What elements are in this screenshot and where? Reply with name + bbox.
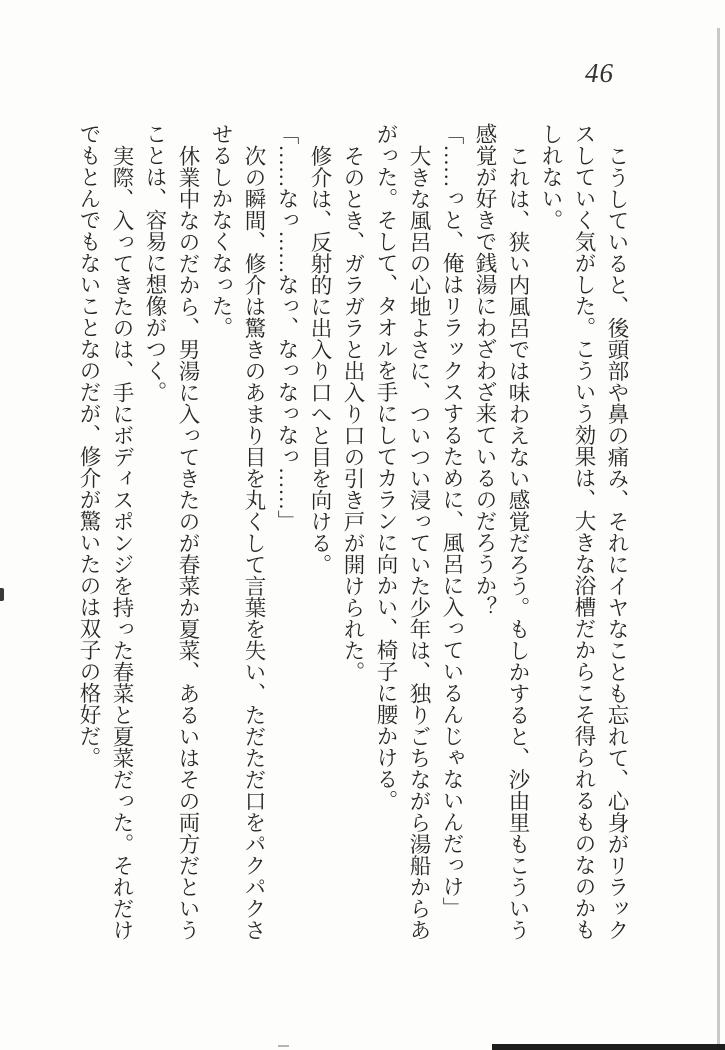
text-column: 「……なっ……なっ、なっなっなっ……」 (275, 123, 299, 532)
text-column: そのとき、ガラガラと出入り口の引き戸が開けられた。 (341, 144, 365, 682)
scan-artifact-smudge (278, 1045, 289, 1047)
text-column: 大きな風呂の心地よさに、ついつい浸っていた少年は、独りごちながら湯船からあ (407, 144, 431, 940)
text-column: ことは、容易に想像がつく。 (143, 123, 167, 403)
text-column: がった。そして、タオルを手にしてカランに向かい、椅子に腰かける。 (374, 123, 398, 811)
scan-edge-line (717, 28, 720, 1044)
text-column: せるしかなくなった。 (209, 123, 233, 338)
body-text (72, 123, 633, 949)
text-column: 修介は、反射的に出入り口へと目を向ける。 (308, 144, 332, 575)
scan-artifact-left-edge-mark (0, 588, 4, 601)
text-column: 次の瞬間、修介は驚きのあまり目を丸くして言葉を失い、ただただ口をパクパクさ (242, 144, 266, 940)
page-number: 46 (585, 58, 614, 88)
text-column: これは、狭い内風呂では味わえない感覚だろう。もしかすると、沙由里もこういう (506, 144, 530, 940)
text-column: しれない。 (539, 123, 563, 231)
text-column: でもとんでもないことなのだが、修介が驚いたのは双子の格好だ。 (77, 123, 101, 768)
text-column: 感覚が好きで銭湯にわざわざ来ているのだろうか？ (473, 123, 497, 618)
text-column: 休業中なのだから、男湯に入ってきたのが春菜か夏菜、あるいはその両方だという (176, 144, 200, 940)
text-column: 「……っと、俺はリラックスするために、風呂に入っているんじゃないんだっけ」 (440, 123, 464, 919)
text-column: 実際、入ってきたのは、手にボディスポンジを持った春菜と夏菜だった。それだけ (110, 144, 134, 940)
text-column: こうしていると、後頭部や鼻の痛み、それにイヤなことも忘れて、心身がリラック (605, 144, 629, 940)
scan-artifact-bottom-bar (492, 1044, 725, 1050)
text-column: スしていく気がした。こういう効果は、大きな浴槽だからこそ得られるものなのかも (572, 123, 596, 940)
